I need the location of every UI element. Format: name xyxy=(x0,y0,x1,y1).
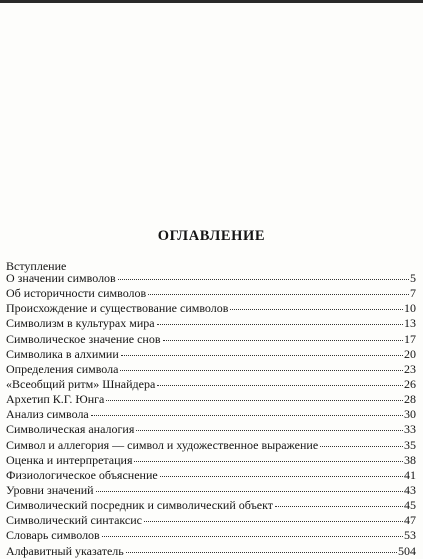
dot-leader xyxy=(102,535,403,537)
toc-entry-title: Символическая аналогия xyxy=(6,422,135,437)
toc-entry-title: Символ и аллегория — символ и художественное выражение xyxy=(6,437,319,452)
toc-entry-title: «Всеобщий ритм» Шнайдера xyxy=(6,376,156,391)
toc-entry xyxy=(6,347,416,362)
toc-entry xyxy=(6,271,416,286)
toc-entry xyxy=(6,528,416,543)
toc-entry-page-number: 5 xyxy=(410,271,416,285)
dot-leader xyxy=(134,460,403,462)
dot-leader xyxy=(275,505,403,507)
top-border-rule xyxy=(0,0,423,3)
dot-leader xyxy=(106,399,403,401)
dot-leader xyxy=(144,520,403,522)
toc-entry-title: Символический посредник и символический объект xyxy=(6,498,274,513)
toc-entry-title: Словарь символов xyxy=(6,528,100,543)
toc-intro-label: Вступление xyxy=(6,259,67,273)
dot-leader xyxy=(148,293,409,295)
toc-entry-title: Уровни значений xyxy=(6,482,94,497)
toc-entry-page-number: 38 xyxy=(404,452,416,467)
toc-entry xyxy=(6,453,416,468)
toc-entry-title: Происхождение и существование символов xyxy=(6,301,229,316)
dot-leader xyxy=(118,278,409,280)
toc-entry-title: Символизм в культурах мира xyxy=(6,316,155,331)
dot-leader xyxy=(96,490,403,492)
toc-entry-title: Символика в алхимии xyxy=(6,346,119,361)
toc-entry xyxy=(6,362,416,377)
toc-entry-title: Алфавитный указатель xyxy=(6,543,124,558)
toc-entry xyxy=(6,377,416,392)
toc-entry-title: Об историчности символов xyxy=(6,286,147,301)
toc-entry-title: Символическое значение снов xyxy=(6,331,161,346)
toc-entry xyxy=(6,316,416,331)
toc-entry-page-number: 53 xyxy=(404,528,416,543)
toc-entry xyxy=(6,483,416,498)
toc-entry-list xyxy=(6,271,416,559)
toc-heading: ОГЛАВЛЕНИЕ xyxy=(157,228,266,244)
toc-entry-page-number: 20 xyxy=(404,346,416,361)
toc-entry-page-number: 43 xyxy=(404,482,416,497)
toc-entry xyxy=(6,301,416,316)
toc-entry-title: О значении символов xyxy=(6,271,116,285)
dot-leader xyxy=(163,339,404,341)
toc-entry xyxy=(6,498,416,513)
dot-leader xyxy=(160,475,403,477)
toc-entry-page-number: 23 xyxy=(404,361,416,376)
toc-entry-page-number: 45 xyxy=(404,498,416,513)
toc-entry xyxy=(6,513,416,528)
toc-entry-page-number: 41 xyxy=(404,467,416,482)
toc-entry xyxy=(6,438,416,453)
toc-entry-page-number: 28 xyxy=(404,392,416,407)
toc-entry xyxy=(6,422,416,437)
toc-entry-page-number: 33 xyxy=(404,422,416,437)
dot-leader xyxy=(120,369,403,371)
dot-leader xyxy=(230,308,403,310)
dot-leader xyxy=(121,354,403,356)
toc-entry-title: Определения символа xyxy=(6,361,119,376)
dot-leader xyxy=(91,414,403,416)
toc-entry-title: Архетип К.Г. Юнга xyxy=(6,392,105,407)
toc-entry-title: Физиологическое объяснение xyxy=(6,467,158,482)
toc-entry-page-number: 26 xyxy=(404,376,416,391)
toc-entry-title: Символический синтаксис xyxy=(6,513,143,528)
dot-leader xyxy=(126,551,397,553)
toc-entry-page-number: 35 xyxy=(404,437,416,452)
toc-entry xyxy=(6,392,416,407)
dot-leader xyxy=(320,445,403,447)
toc-entry-page-number: 7 xyxy=(410,286,416,301)
dot-leader xyxy=(136,429,403,431)
toc-entry-title: Анализ символа xyxy=(6,407,89,422)
toc-entry xyxy=(6,286,416,301)
toc-entry-page-number: 47 xyxy=(404,513,416,528)
toc-entry-page-number: 504 xyxy=(398,543,416,558)
toc-entry xyxy=(6,407,416,422)
dot-leader xyxy=(157,323,403,325)
toc-entry-page-number: 30 xyxy=(404,407,416,422)
toc-entry-page-number: 17 xyxy=(404,331,416,346)
toc-entry-title: Оценка и интерпретация xyxy=(6,452,133,467)
dot-leader xyxy=(157,384,403,386)
toc-entry-page-number: 13 xyxy=(404,316,416,331)
toc-entry xyxy=(6,544,416,559)
toc-entry xyxy=(6,332,416,347)
toc-entry xyxy=(6,468,416,483)
toc-entry-page-number: 10 xyxy=(404,301,416,316)
